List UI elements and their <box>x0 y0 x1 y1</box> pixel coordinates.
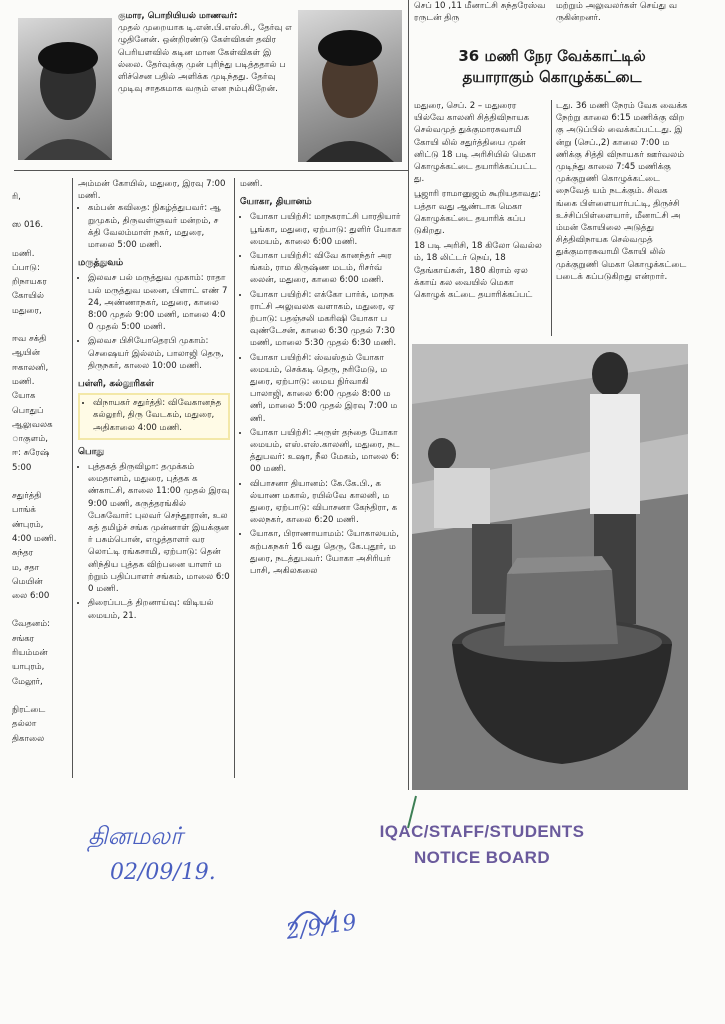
left-strip-line: மெயின் <box>12 576 43 587</box>
left-strip-line: திகாலை <box>12 733 45 744</box>
col1-intro-item: • கம்பன் கவிதை: நிகழ்த்துபவர்: ஆறுமுகம், திருவள்ளுவர் மன்றம், சக்தி வேலம்மாள் நகர், மதுரை, மாலை 5:00 மணி. <box>88 202 230 251</box>
handwritten-date: 02/09/19. <box>110 860 216 885</box>
left-strip-line: ரியம்மன் <box>12 648 48 659</box>
left-strip-line: மணி. <box>12 248 35 259</box>
events-column-2 <box>240 178 402 579</box>
left-strip-line: ப்பாடு: <box>12 262 40 273</box>
article-para: 18 படி அரிசி, 18 கிலோ வெல்லம், 18 லிட்டர் நெய், 18 தேங்காய்கள், 180 கிராம் ஏலக்காய் கல வையில் மெகா கொழுக் கட்டை தயாரிக்கப்பட் <box>414 241 542 301</box>
medical-item: • இலவச பிசியோதெரபி முகாம்: செஷையர் இல்லம், பாலாஜி தெரு, திருநகர், காலை 10:00 மணி. <box>88 335 230 372</box>
yoga-item: • யோகா பயிற்சி: அருள் தந்தை யோகா மையம், எஸ்.எஸ்.காலனி, மதுரை, நடத்துபவர்: உஷா, நீல மேகம், மாலை 6:00 மணி. <box>250 427 402 476</box>
left-strip-line: யோக <box>12 391 36 402</box>
headline-line-2: தயாராகும் கொழுக்கட்டை <box>462 68 642 86</box>
school-item: • விநாயகர் சதுர்த்தி: விவேகானந்த கல்லூரி, திரு வேடகம், மதுரை, அதிகாலை 4:00 மணி. <box>93 397 225 434</box>
left-strip-line: பொதுப் <box>12 405 44 416</box>
student-photo-right-icon <box>298 10 402 162</box>
signature-stroke-icon <box>280 890 340 940</box>
article-para: பூஜாரி ராமானுஜம் கூறியதாவது: பத்தா வது ஆண்டாக மெகா கொழுக்கட்டை தயாரிக் கப்படுகிறது. <box>414 189 542 237</box>
article-top-snippet-right: மற்றும் அலுவலர்கள் செய்து வருகின்றனர். <box>556 1 678 24</box>
section-heading-general: பொது <box>78 446 105 457</box>
column-separator-2 <box>234 178 235 778</box>
article-body-left <box>414 100 546 301</box>
left-strip-line: ஆலுவலக <box>12 419 53 430</box>
yoga-item: • யோகா, பிராணாயாமம்: யோகாலயம், கற்பகநகர் 16 வது தெரு, கே.புதூர், மதுரை, நடத்துபவர்: யோகா அசிரியர் பாசி, அகிலகலை <box>250 528 402 577</box>
left-strip-line: கோயில் <box>12 291 45 302</box>
yoga-item: • யோகா பயிற்சி: எக்கோ பார்க், மாநகராட்சி அலுவலக வளாகம், மதுரை, ஏற்பாடு: பதஞ்சலி மகரிஷி யோகா பவுண்டேசன், காலை 6:30 முதல் 7:30 மணி, மாலை 5:30 முதல் 6:30 மணி. <box>250 289 402 350</box>
student-caption <box>118 10 294 95</box>
kozhukattai-photo <box>412 344 688 790</box>
article-inner-separator <box>551 100 552 336</box>
left-strip-line: றிநாயகர <box>12 277 47 288</box>
section-heading-yoga: யோகா, தியானம் <box>240 197 312 208</box>
left-strip-line: ஸ 016. <box>12 220 44 231</box>
notice-board-stamp <box>372 822 592 868</box>
col1-intro: அம்மன் கோயில், மதுரை, இரவு 7:00 மணி. <box>78 179 226 202</box>
events-column-1 <box>78 178 230 624</box>
left-strip-line: சதுர்த்தி <box>12 491 42 502</box>
student-photo-left <box>18 18 112 160</box>
column-separator-3 <box>408 0 409 790</box>
left-strip-line <box>12 689 70 703</box>
left-strip-line: 4:00 மணி. <box>12 533 57 544</box>
left-cropped-column <box>12 190 70 750</box>
col2-top: மணி. <box>240 179 263 189</box>
stamp-line-1: IQAC/STAFF/STUDENTS <box>379 822 585 841</box>
left-strip-line: ாகுளம், <box>12 434 49 445</box>
news-clipping-top <box>14 0 404 168</box>
student-photo-right <box>298 10 402 162</box>
left-strip-line: வேதனம்: <box>12 619 51 630</box>
section-heading-medical: மருத்துவம் <box>78 258 124 269</box>
left-strip-line: ரி, <box>12 192 21 202</box>
left-strip-line: மதுரை, <box>12 305 42 316</box>
left-strip-line: ஈகாலனி, <box>12 362 49 373</box>
student-caption-body: முதல் முறையாக டி.என்.பி.எஸ்.சி., தேர்வு எழுதினேன். ஒன்றிரண்டு கேள்விகள் தவிர பெரியளவில் கடின மான கேள்விகள் இல்லை. தேர்வுக்கு முன் புரிந்து படித்ததால் பளிச்சென பதில் அளிக்க முடிந்தது. தேர்வு முடிவு சாதகமாக வரும் என நம்புகிறேன். <box>118 23 292 95</box>
left-strip-line: பாங்க் <box>12 505 36 516</box>
medical-item: • இலவச பல் மருத்துவ முகாம்: ராதா பல் மருத்துவ மனை, பிளாட் எண் 724, அண்ணாநகர், மதுரை, காலை 8:00 முதல் 9:00 மணி, மாலை 4:00 முதல் 5:00 மணி. <box>88 272 230 333</box>
article-para: மதுரை, செப். 2 – மதுரைரயில்வே காலனி சித்திவிநாயக செல்வமுத் துக்குமாரசுவாமி கோயி லில் சதுர்த்தியை முன் னிட்டு 18 படி அரிசியில் மெகா கொழுக்கட்டை தயாரிக்கப்பட்டது. <box>414 101 537 185</box>
left-strip-line <box>12 204 70 218</box>
left-strip-line: தல்லா <box>12 719 37 730</box>
left-strip-line <box>12 318 70 332</box>
left-strip-line <box>12 233 70 247</box>
left-strip-line: சங்கர <box>12 633 35 644</box>
left-strip-line: 5:00 <box>12 462 32 473</box>
highlighted-event <box>78 393 230 440</box>
left-strip-line: ஆயின் <box>12 348 41 359</box>
left-strip-line: சுந்தர <box>12 548 34 559</box>
left-strip-line: நிரட்டை <box>12 704 46 715</box>
yoga-item: • யோகா பயிற்சி: மாநகராட்சி பாரதியார் பூங்கா, மதுரை, ஏற்பாடு: துளிர் யோகா மையம், காலை 6:00 மணி. <box>250 211 402 248</box>
general-item: • திரைப்படத் திறனாய்வு: விடியல் மையம், 21. <box>88 597 230 621</box>
left-strip-line: ம, சதா <box>12 562 40 573</box>
left-strip-line <box>12 603 70 617</box>
stamp-line-2: NOTICE BOARD <box>413 848 551 867</box>
section-heading-school: பள்ளி, கல்லூரிகள் <box>78 379 154 390</box>
yoga-item: • யோகா பயிற்சி: ஸ்வஸ்தம் யோகா மையம், செக்கடி தெரு, நரிமேடு, மதுரை, ஏற்பாடு: மைய நிர்வாகி பாலாஜி, காலை 6:00 முதல் 8:00 மணி, மாலை 5:00 முதல் இரவு 7:00 மணி. <box>250 352 402 425</box>
general-item: • புத்தகத் திருவிழா: தமுக்கம் மைதானம், மதுரை, புத்தக கண்காட்சி, காலை 11:00 முதல் இரவு 9:00 மணி, கருத்தரங்கில் பேசுவோர்: புலவர் செந்தூரான், உலகத் தமிழ்ச் சங்க முன்னாள் இயக்குனர் பசும்பொன், எழுத்தாளர் வரலொட்டி ரங்கசாமி, ஏற்பாடு: தென் னிந்திய புத்தக விற்பனை யாளர் மற்றும் பதிப்பாளர் சங்கம், மாலை 6:00 மணி. <box>88 461 230 595</box>
article-body-right <box>556 100 688 283</box>
article-top-snippet-left: செப் 10 ,11 மீனாட்சி சுந்தரேஸ்வரருடன் திரு <box>414 1 546 24</box>
left-strip-line: மேலூர், <box>12 676 43 687</box>
left-strip-line: ண்புரம், <box>12 519 44 530</box>
left-strip-line: மணி. <box>12 376 35 387</box>
handwritten-source: தினமலர் <box>88 822 183 850</box>
headline-line-1: 36 மணி நேர வேக்காட்டில் <box>458 47 646 65</box>
student-photo-left-icon <box>18 18 112 160</box>
left-strip-line: லை 6:00 <box>12 591 50 602</box>
student-caption-head: குமார, பொறியியல் மாணவர்: <box>118 11 238 21</box>
handwritten-initials-date: 2/9/19 <box>284 910 359 945</box>
top-separator <box>14 170 408 171</box>
yoga-item: • விபாசனா தியானம்: கே.கே.பி., கல்யாண மகால், ரயில்வே காலனி, மதுரை, ஏற்பாடு: விபாசனா கேந்திரா, கலைநகர், காலை 6:20 மணி. <box>250 478 402 527</box>
kozhukattai-photo-icon <box>412 344 688 790</box>
article-headline <box>414 46 690 88</box>
left-strip-line: யாபுரம், <box>12 662 45 673</box>
left-strip-line: ஈ: சுரேஷ் <box>12 448 50 459</box>
article-para: டது. 36 மணி நேரம் வேக வைக்க நேற்று காலை 6:15 மணிக்கு விறகு அடுப்பில் வைக்கப்பட்டது. இன்று (செப்.,2) காலை 7:00 மணிக்கு சித்தி விநாயகர் ஊர்வலம் முடிந்து காலை 7:45 மணிக்கு முக்குறுணி கொழுக்கட்டை நைவேத் யம் நடக்கும். சிவகங்கை பிள்ளையார்பட்டி, திருச்சி உச்சிப்பிள்ளையார், மீனாட்சி அம்மன் கோயிலை அடுத்து சித்திவிநாயக செல்வமுத் துக்குமாரசுவாமி கோயி லில் முக்குறுணி மெகா கொழுக்கட்டை படைக் கப்படுகிறது என்றார். <box>556 101 688 282</box>
left-strip-line: ஈவ சக்தி <box>12 334 47 345</box>
yoga-item: • யோகா பயிற்சி: விவே கானந்தர் அரங்கம், ராம கிருஷ்ண மடம், ரிசர்வ் லைன், மதுரை, காலை 6:00 மணி. <box>250 250 402 287</box>
left-strip-line <box>12 475 70 489</box>
column-separator-1 <box>72 178 73 778</box>
